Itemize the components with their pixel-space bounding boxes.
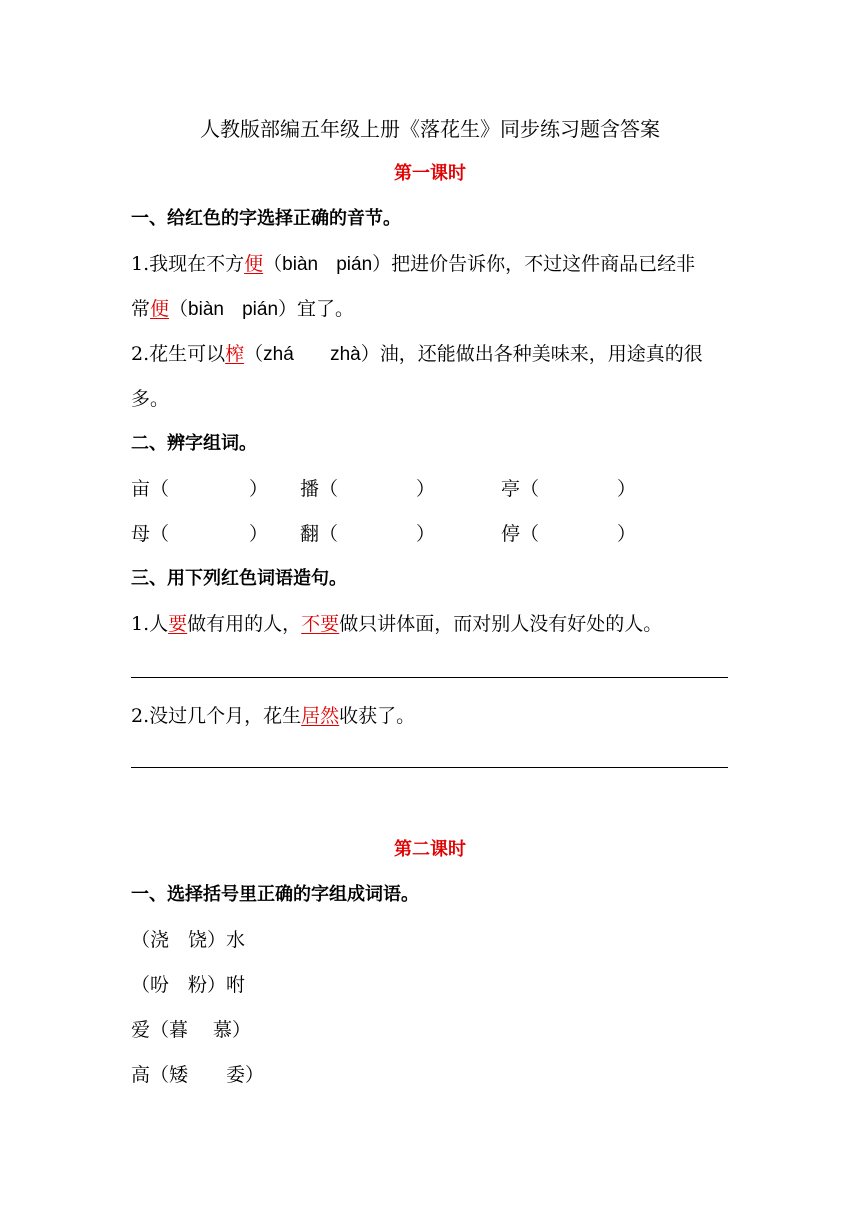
- word-blank-close: ）: [617, 523, 637, 545]
- pinyin-option: pián: [242, 299, 279, 320]
- section-heading-sentence: 三、用下列红色词语造句。: [131, 568, 347, 589]
- red-character: 榨: [225, 343, 245, 365]
- pinyin-option: pián: [336, 254, 373, 275]
- word-blank-open: 亭（: [501, 478, 540, 500]
- word-blank-open: 停（: [501, 523, 540, 545]
- text-segment: 2.花生可以: [131, 343, 226, 365]
- word-blank-open: 亩（: [131, 478, 170, 500]
- pinyin-option: zhà: [330, 344, 361, 365]
- text-segment: 1.我现在不方: [131, 253, 245, 275]
- red-word: 要: [168, 613, 188, 635]
- word-blank-open: 翻（: [300, 523, 339, 545]
- text-segment: ）油，还能做出各种美味来，用途真的很: [360, 343, 703, 365]
- answer-line[interactable]: [131, 767, 728, 768]
- question-1-line-1: [131, 252, 731, 277]
- choose-char-item: 爱（暮 慕）: [131, 1019, 252, 1041]
- text-segment: 常: [131, 298, 151, 320]
- sentence-question-1: [131, 612, 731, 636]
- question-1-line-2: [131, 297, 731, 322]
- lesson-one-label: 第一课时: [394, 163, 466, 184]
- red-character: 便: [150, 298, 170, 320]
- text-segment: 2.没过几个月，花生: [131, 705, 302, 727]
- text-segment: 1.人: [131, 613, 169, 635]
- text-segment: （: [263, 253, 283, 275]
- text-segment: 收获了。: [339, 705, 416, 727]
- question-2-line-2: 多。: [131, 388, 170, 410]
- red-word: 不要: [301, 613, 340, 635]
- word-blank-close: ）: [249, 523, 269, 545]
- red-word: 居然: [301, 705, 340, 727]
- page-title: 人教版部编五年级上册《落花生》同步练习题含答案: [200, 117, 660, 141]
- word-blank-close: ）: [416, 478, 436, 500]
- sentence-question-2: [131, 704, 731, 728]
- word-blank-open: 播（: [300, 478, 339, 500]
- text-segment: （: [244, 343, 264, 365]
- text-segment: （: [169, 298, 189, 320]
- section-heading-choose-char: 一、选择括号里正确的字组成词语。: [131, 884, 419, 905]
- word-blank-close: ）: [416, 523, 436, 545]
- pinyin-option: biàn: [282, 254, 319, 275]
- text-segment: ）宜了。: [278, 298, 355, 320]
- word-blank-open: 母（: [131, 523, 170, 545]
- word-blank-close: ）: [249, 478, 269, 500]
- red-character: 便: [244, 253, 264, 275]
- text-segment: 做只讲体面，而对别人没有好处的人。: [339, 613, 663, 635]
- text-segment: 做有用的人，: [187, 613, 302, 635]
- choose-char-item: 高（矮 委）: [131, 1064, 265, 1086]
- question-2-line-1: [131, 342, 731, 367]
- answer-line[interactable]: [131, 677, 728, 678]
- pinyin-option: biàn: [188, 299, 224, 320]
- text-segment: ）把进价告诉你，不过这件商品已经非: [372, 253, 696, 275]
- section-heading-word-group: 二、辨字组词。: [131, 433, 257, 454]
- choose-char-item: （吩 粉）咐: [131, 974, 246, 996]
- lesson-two-label: 第二课时: [394, 839, 466, 860]
- word-blank-close: ）: [617, 478, 637, 500]
- section-heading-pinyin: 一、给红色的字选择正确的音节。: [131, 208, 401, 229]
- choose-char-item: （浇 饶）水: [131, 929, 246, 951]
- pinyin-option: zhá: [263, 344, 294, 365]
